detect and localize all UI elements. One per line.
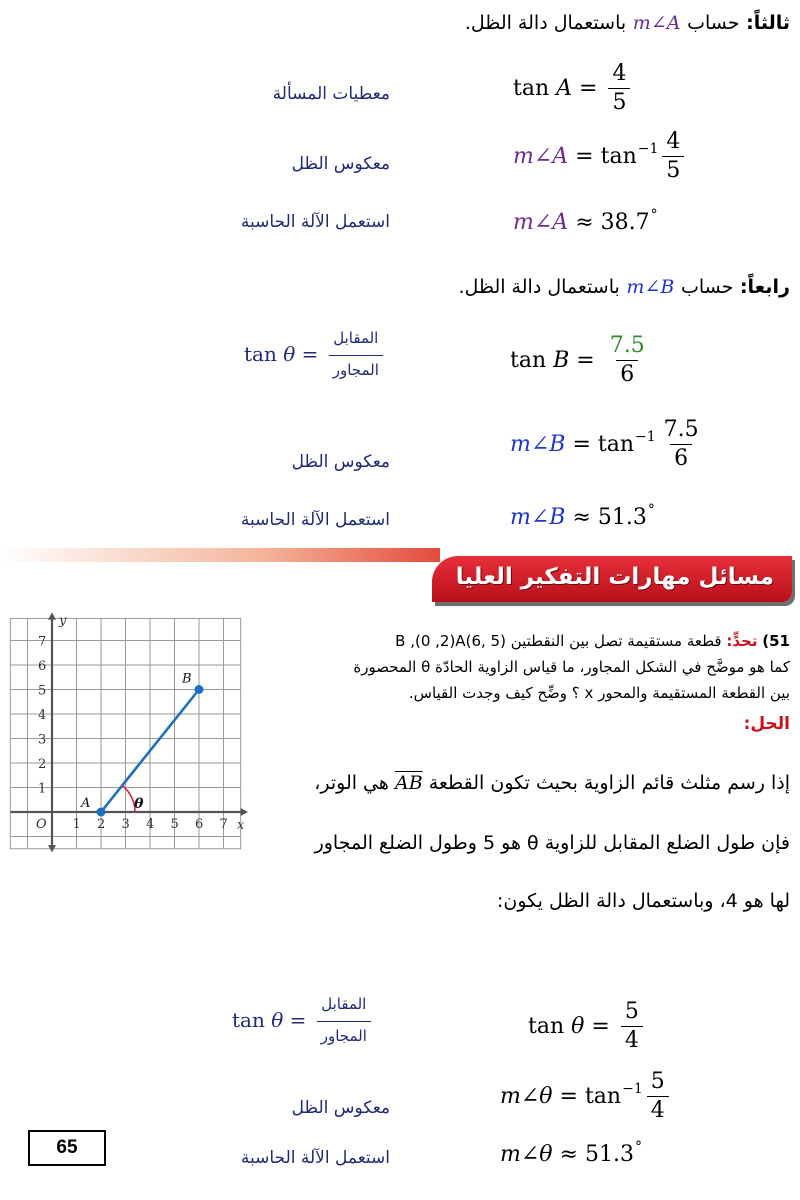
eqT-inverse-equation: m∠θ = tan $^{-1}$ $\frac{5}{4}$ [500, 1070, 673, 1123]
fraction-5-4 [647, 1070, 669, 1123]
frac-num: 4 [666, 129, 681, 154]
label-inverse-tan: معكوس الظل [291, 452, 390, 472]
x-tick-label: 1 [72, 817, 81, 832]
eqA-tan-equation: tan A = $\frac{4}{5}$ [513, 62, 634, 115]
x-axis-arrow [241, 808, 248, 816]
tan-fn: tan [232, 1008, 265, 1032]
problem-number: 51) [762, 632, 790, 650]
opposite-label: المقابل [321, 995, 367, 1013]
problem-text-1: قطعة مستقيمة تصل بين النقطتين (5 ,6)B ,(0 ,2)A [395, 632, 722, 650]
angle-theta: m∠θ [500, 1142, 553, 1167]
result-value: ≈ 51.3 [572, 505, 647, 530]
solution-line1 [314, 772, 790, 794]
tan-fn: tan [513, 76, 550, 102]
angle-b: m∠B [510, 505, 566, 530]
tan-fn: tan [510, 348, 547, 374]
frac-num: 4 [612, 61, 627, 86]
frac-den: 5 [662, 156, 684, 183]
eqB-inverse-equation: m∠B = tan $^{-1}$ $\frac{7.5}{6}$ [510, 418, 707, 471]
frac-den: 5 [608, 88, 630, 115]
fraction-5-4 [621, 1000, 643, 1053]
tan-fn: tan [244, 342, 277, 366]
inv-exp: −1 [637, 140, 659, 157]
eqT-result [500, 1138, 642, 1167]
theta: θ [571, 1014, 585, 1040]
graph-svg [4, 612, 248, 852]
inv-tan-fn: tan [584, 1084, 622, 1110]
solution-label: الحل: [743, 714, 790, 734]
degree-sign: ° [634, 1138, 642, 1155]
section3-text-a: حساب [687, 12, 740, 34]
frac-num: 7.5 [663, 417, 699, 442]
label-calculator: استعمل الآلة الحاسبة [240, 212, 390, 232]
y-tick-label: 6 [38, 659, 47, 674]
x-tick-label: 3 [121, 817, 130, 832]
label-calculator: استعمل الآلة الحاسبة [240, 510, 390, 530]
angle-a: m∠A [513, 144, 569, 170]
section4-title: رابعاً: [739, 276, 790, 298]
adjacent-label: المجاور [329, 355, 383, 379]
y-tick-label: 4 [38, 708, 47, 723]
inv-exp: −1 [622, 1080, 643, 1097]
solution-text-1b: هي الوتر، [314, 772, 389, 794]
frac-num: 5 [650, 1069, 665, 1094]
section4-heading [458, 276, 790, 298]
tan-fn: tan [528, 1014, 565, 1040]
banner-title: مسائل مهارات التفكير العليا [455, 564, 774, 590]
x-axis-label: x [236, 818, 245, 833]
angle-b: m∠B [510, 432, 566, 458]
y-tick-label: 5 [38, 683, 47, 699]
fraction-4-5 [662, 130, 684, 183]
inv-tan-fn: tan [600, 144, 637, 170]
angle-theta: m∠θ [500, 1084, 553, 1110]
inv-tan-fn: tan [597, 432, 635, 458]
label-inverse-tan: معكوس الظل [291, 154, 390, 174]
frac-den: 6 [616, 360, 638, 387]
theta: θ [271, 1008, 284, 1032]
point-a-label: A [81, 796, 91, 811]
x-tick-label: 7 [219, 817, 228, 832]
label-inverse-tan: معكوس الظل [291, 1098, 390, 1118]
y-tick-label: 1 [38, 781, 47, 797]
fraction-opposite-adjacent [317, 996, 371, 1044]
y-tick-label: 2 [38, 757, 47, 772]
frac-den: 6 [670, 444, 692, 471]
tan-theta-definition: tan θ = $\frac{\text{المقابل}}{\text{المجاور}}$ [244, 330, 387, 378]
result-value: ≈ 38.7 [575, 210, 650, 235]
section-banner [0, 548, 800, 608]
frac-num: 5 [624, 999, 639, 1024]
frac-den: 4 [621, 1026, 643, 1053]
eqA-result [513, 206, 658, 235]
problem-51-line1 [395, 632, 790, 650]
section3-angle: m∠A [632, 12, 681, 34]
solution-line3: لها هو 4، وباستعمال دالة الظل يكون: [497, 890, 790, 912]
label-calculator: استعمل الآلة الحاسبة [240, 1148, 390, 1168]
section4-angle: m∠B [626, 276, 675, 298]
fraction-opposite-adjacent [329, 330, 383, 378]
point-b-label: B [182, 671, 192, 687]
page-number: 65 [28, 1130, 106, 1166]
fraction-4-5 [608, 62, 630, 115]
problem-51-line3: بين القطعة المستقيمة والمحور x ؟ وضِّح كيف وجدت القياس. [408, 684, 790, 702]
theta: θ [283, 342, 296, 366]
x-tick-label: 5 [170, 817, 179, 832]
x-tick-label: 6 [195, 817, 204, 832]
frac-den: 4 [647, 1096, 669, 1123]
var-a: A [556, 76, 573, 102]
section4-text-b: باستعمال دالة الظل. [458, 276, 620, 298]
degree-sign: ° [650, 206, 658, 223]
y-axis-label: y [59, 613, 67, 629]
point-a [97, 808, 106, 817]
adjacent-label: المجاور [317, 1021, 371, 1045]
section3-text-b: باستعمال دالة الظل. [464, 12, 627, 34]
var-b: B [553, 348, 570, 374]
fraction-7.5-6 [606, 334, 649, 387]
problem-51-line2: كما هو موضَّح في الشكل المجاور، ما قياس الزاوية الحادّة θ المحصورة [353, 658, 790, 676]
degree-sign: ° [647, 501, 655, 518]
fraction-7.5-6 [660, 418, 703, 471]
point-b [195, 685, 204, 694]
eqA-inverse-equation: m∠A = tan $^{-1}$ $\frac{4}{5}$ [513, 130, 688, 183]
eqT-tan-equation: tan θ = $\frac{5}{4}$ [528, 1000, 647, 1053]
problem-tag: تحدٍّ: [726, 632, 758, 650]
section3-title: ثالثاً: [746, 12, 790, 34]
eqB-tan-equation: tan B = $\frac{7.5}{6}$ [510, 334, 653, 387]
eqB-result [510, 501, 655, 530]
result-value: ≈ 51.3 [559, 1142, 634, 1167]
y-axis-arrow [48, 612, 56, 619]
x-tick-label: 4 [146, 817, 155, 832]
frac-num: 7.5 [609, 333, 645, 358]
theta-label: θ [134, 796, 144, 812]
coordinate-graph [4, 612, 248, 852]
solution-line2: فإن طول الضلع المقابل للزاوية θ هو 5 وطول الضلع المجاور [314, 832, 790, 854]
banner-stripe [0, 548, 440, 562]
opposite-label: المقابل [333, 329, 379, 347]
segment-ab: $\overline{AB}$ [394, 772, 423, 794]
tan-theta-definition: tan θ = $\frac{\text{المقابل}}{\text{المجاور}}$ [232, 996, 375, 1044]
inv-exp: −1 [635, 428, 656, 445]
section3-heading [465, 12, 790, 34]
solution-text-1a: إذا رسم مثلث قائم الزاوية بحيث تكون القطعة [428, 772, 790, 794]
section4-text-a: حساب [680, 276, 734, 298]
label-givens: معطيات المسألة [272, 84, 390, 104]
x-tick-label: 2 [97, 817, 106, 832]
origin-label: O [36, 817, 47, 832]
y-tick-label: 3 [38, 732, 47, 748]
y-tick-label: 7 [38, 634, 47, 650]
angle-a: m∠A [513, 210, 569, 235]
